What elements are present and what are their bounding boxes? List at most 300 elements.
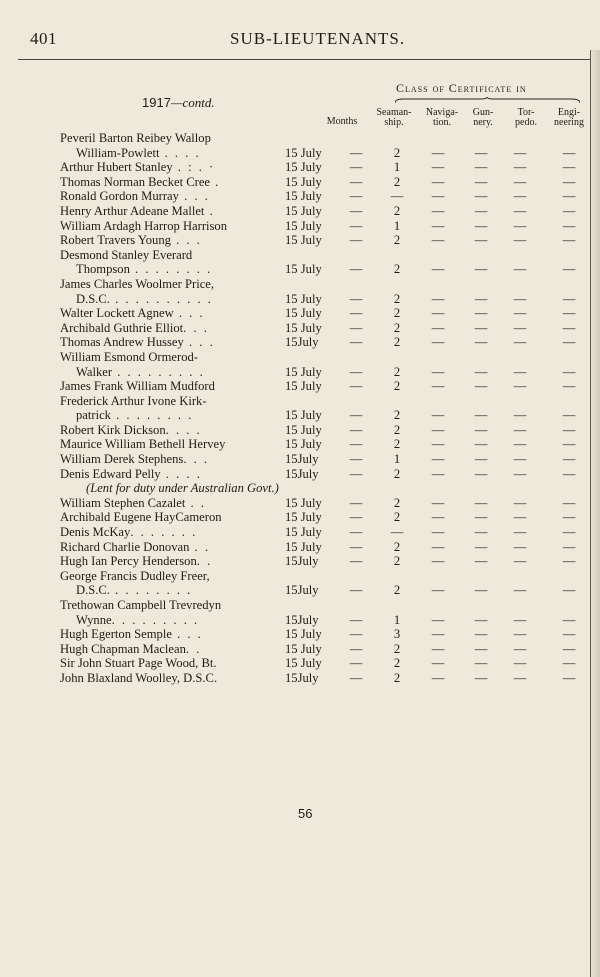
exam-date: 15 July [285,291,322,306]
name-text: patrick [76,408,111,423]
torpedo-cell: — [513,408,527,423]
seamanship-cell: — [390,525,404,540]
gunnery-cell: — [474,525,488,540]
table-row [0,496,590,511]
gunnery-cell: — [474,554,488,569]
exam-date: 15 July [285,656,322,671]
officer-name [60,554,282,569]
navigation-line-2: tion. [432,117,452,128]
officer-name [60,394,282,409]
torpedo-cell: — [513,612,527,627]
engineering-cell: — [562,335,576,350]
months-cell: — [349,670,363,685]
exam-date: 15July [285,554,319,569]
months-cell: — [349,218,363,233]
months-cell: — [349,554,363,569]
exam-date: 15 July [285,320,322,335]
dot-leader: . . . [171,627,203,642]
gunnery-cell: — [474,656,488,671]
seamanship-cell: 2 [393,145,401,160]
name-text: Robert Travers Young [60,233,171,248]
months-cell: — [349,174,363,189]
gunnery-cell: — [474,160,488,175]
name-text: Walker [76,364,113,379]
exam-date: 15 July [285,218,322,233]
seamanship-cell: 2 [393,291,401,306]
column-header-engineering [548,108,590,128]
gunnery-cell: — [474,262,488,277]
dot-leader: . . . [183,320,209,335]
name-text: D.S.C. [76,583,110,598]
table-row [0,627,590,642]
months-cell: — [349,335,363,350]
navigation-cell: — [431,408,445,423]
navigation-cell: — [431,422,445,437]
dot-leader: . . [185,641,202,656]
exam-date: 15 July [285,262,322,277]
months-cell: — [349,262,363,277]
months-cell: — [349,510,363,525]
officer-name [60,437,282,452]
torpedo-cell: — [513,262,527,277]
torpedo-line-1: Tor- [517,107,535,118]
gunnery-cell: — [474,627,488,642]
officer-name [60,233,282,248]
officer-name [60,656,282,671]
name-text: D.S.C. [76,291,110,306]
gunnery-cell: — [474,422,488,437]
navigation-cell: — [431,189,445,204]
officer-name [76,613,298,628]
torpedo-cell: — [513,203,527,218]
name-text: Sir John Stuart Page Wood, Bt. [60,656,217,671]
torpedo-cell: — [513,554,527,569]
exam-date: 15 July [285,364,322,379]
torpedo-cell: — [513,233,527,248]
torpedo-cell: — [513,379,527,394]
exam-date: 15 July [285,233,322,248]
officer-name [60,175,282,190]
engineering-cell: — [562,408,576,423]
navigation-cell: — [431,656,445,671]
name-text: James Charles Woolmer Price, [60,276,215,291]
gunnery-cell: — [474,539,488,554]
seamanship-cell: 1 [393,160,401,175]
table-row [0,262,590,277]
engineering-cell: — [562,233,576,248]
officer-name [60,627,282,642]
engineering-cell: — [562,437,576,452]
name-text: Denis Edward Pelly [60,466,161,481]
gunnery-cell: — [474,437,488,452]
table-row [0,131,590,146]
engineering-cell: — [562,160,576,175]
column-header-gunnery [465,108,501,128]
seamanship-cell: 2 [393,203,401,218]
table-row [0,510,590,525]
table-row [0,365,590,380]
seamanship-cell: 2 [393,364,401,379]
officer-name [60,452,282,467]
gunnery-cell: — [474,379,488,394]
table-row [0,554,590,569]
name-text: William Stephen Cazalet [60,495,186,510]
name-text: Hugh Ian Percy Henderson [60,554,197,569]
name-text: Maurice William Bethell Hervey [60,437,226,452]
table-row [0,321,590,336]
months-cell: — [349,539,363,554]
table-row [0,350,590,365]
officer-name [76,262,298,277]
torpedo-cell: — [513,145,527,160]
seamanship-cell: 2 [393,262,401,277]
navigation-cell: — [431,670,445,685]
name-text: Walter Lockett Agnew [60,306,174,321]
engineering-cell: — [562,218,576,233]
table-row [0,277,590,292]
table-row [0,292,590,307]
officer-name [60,671,282,686]
torpedo-cell: — [513,525,527,540]
gunnery-cell: — [474,335,488,350]
dot-leader: . . . [183,452,210,467]
navigation-cell: — [431,174,445,189]
officer-name [60,496,282,511]
gunnery-cell: — [474,218,488,233]
name-text: James Frank William Mudford [60,379,215,394]
engineering-cell: — [562,452,576,467]
gunnery-cell: — [474,189,488,204]
months-cell: — [349,627,363,642]
navigation-cell: — [431,306,445,321]
name-text: William Derek Stephens [60,452,184,467]
table-row [0,394,590,409]
year-heading [142,95,215,111]
months-cell: — [349,203,363,218]
dot-leader: . . . [183,335,215,350]
navigation-cell: — [431,510,445,525]
navigation-cell: — [431,218,445,233]
exam-date: 15 July [285,306,322,321]
torpedo-cell: — [513,422,527,437]
officer-name [60,379,282,394]
exam-date: 15 July [285,189,322,204]
months-cell: — [349,233,363,248]
exam-date: 15 July [285,510,322,525]
table-row [0,452,590,467]
seamanship-cell: 2 [393,422,401,437]
torpedo-cell: — [513,174,527,189]
engineering-cell: — [562,525,576,540]
seamanship-line-1: Seaman- [376,107,412,118]
navigation-cell: — [431,452,445,467]
navigation-cell: — [431,466,445,481]
months-cell: — [349,379,363,394]
officer-name [60,598,282,613]
seamanship-cell: — [390,189,404,204]
gunnery-cell: — [474,306,488,321]
gunnery-cell: — [474,320,488,335]
table-row [0,642,590,657]
torpedo-cell: — [513,291,527,306]
table-row [0,656,590,671]
navigation-cell: — [431,145,445,160]
exam-date: 15July [285,612,319,627]
months-cell: — [349,583,363,598]
name-text: William Esmond Ormerod- [60,349,198,364]
navigation-cell: — [431,364,445,379]
seamanship-cell: 2 [393,670,401,685]
navigation-cell: — [431,539,445,554]
torpedo-cell: — [513,641,527,656]
engineering-cell: — [562,422,576,437]
exam-date: 15 July [285,627,322,642]
months-cell: — [349,437,363,452]
table-row [0,160,590,175]
table-row [0,146,590,161]
dot-leader: . . . [178,189,210,204]
name-text: Richard Charlie Donovan [60,539,190,554]
engineering-cell: — [562,203,576,218]
name-text: (Lent for duty under Australian Govt.) [86,481,279,496]
column-header-navigation [421,108,463,128]
exam-date: 15July [285,670,319,685]
gunnery-cell: — [474,452,488,467]
name-text: Denis McKay [60,525,131,540]
year-label: 1917 [142,95,171,110]
gunnery-cell: — [474,510,488,525]
navigation-line-1: Naviga- [425,107,459,118]
engineering-cell: — [562,262,576,277]
header-title: SUB-LIEUTENANTS. [230,29,406,48]
navigation-cell: — [431,641,445,656]
dot-leader: . . . . . . . . [109,583,193,598]
engineering-cell: — [562,291,576,306]
table-row [0,248,590,263]
officer-name [60,160,282,175]
gunnery-cell: — [474,466,488,481]
officer-name [60,525,282,540]
gunnery-cell: — [474,583,488,598]
torpedo-cell: — [513,670,527,685]
dot-leader: . . . . . . . . [110,408,194,423]
name-text: Henry Arthur Adeane Mallet [60,203,205,218]
name-text: George Francis Dudley Freer, [60,568,210,583]
gunnery-cell: — [474,408,488,423]
seamanship-cell: 2 [393,539,401,554]
name-text: Arthur Hubert Stanley [60,160,173,175]
name-text: Trethowan Campbell Trevredyn [60,598,222,612]
torpedo-cell: — [513,627,527,642]
seamanship-cell: 2 [393,306,401,321]
torpedo-cell: — [513,160,527,175]
seamanship-cell: 2 [393,408,401,423]
officer-name [60,219,282,234]
months-cell: — [349,189,363,204]
engineering-cell: — [562,379,576,394]
navigation-cell: — [431,612,445,627]
table-row [0,219,590,234]
engineering-cell: — [562,174,576,189]
navigation-cell: — [431,262,445,277]
officer-name [60,540,282,555]
months-cell: — [349,466,363,481]
exam-date: 15 July [285,379,322,394]
engineering-cell: — [562,641,576,656]
officer-name [60,569,282,584]
engineering-cell: — [562,612,576,627]
exam-date: 15 July [285,174,322,189]
table-row [0,467,590,482]
gunnery-cell: — [474,670,488,685]
name-text: Thomas Norman Becket Cree [60,174,211,189]
dot-leader: . . . . . . . . . . [109,291,213,306]
months-cell: — [349,408,363,423]
seamanship-cell: 2 [393,233,401,248]
months-cell: — [349,656,363,671]
dot-leader: . . . . . . . . [129,262,213,277]
dot-leader: . [204,203,215,218]
engineering-cell: — [562,145,576,160]
navigation-cell: — [431,379,445,394]
torpedo-cell: — [513,583,527,598]
table-row [0,540,590,555]
navigation-cell: — [431,291,445,306]
header-page-number: 401 [30,29,57,48]
officer-name [60,321,282,336]
engineering-cell: — [562,670,576,685]
seamanship-cell: 2 [393,495,401,510]
engineering-cell: — [562,306,576,321]
navigation-cell: — [431,525,445,540]
seamanship-cell: 2 [393,466,401,481]
gunnery-line-2: nery. [473,117,493,128]
name-text: Frederick Arthur Ivone Kirk- [60,393,207,408]
heading-brace [395,97,580,103]
seamanship-cell: 1 [393,452,401,467]
table-row [0,583,590,598]
table-row [0,306,590,321]
table-row [0,408,590,423]
navigation-cell: — [431,627,445,642]
dot-leader: . . [196,554,213,569]
dot-leader: . : . · [172,160,216,175]
dot-leader: . [210,174,221,189]
dot-leader: . . . . [165,422,202,437]
gunnery-cell: — [474,233,488,248]
table-row [0,569,590,584]
table-row [0,233,590,248]
months-cell: — [349,160,363,175]
dot-leader: . . . . [159,145,201,160]
name-text: Hugh Egerton Semple [60,627,172,642]
officer-name [76,583,298,598]
torpedo-cell: — [513,656,527,671]
name-text: Hugh Chapman Maclean [60,641,186,656]
officer-name [60,204,282,219]
name-text: Ronald Gordon Murray [60,189,179,204]
seamanship-cell: 1 [393,218,401,233]
exam-date: 15 July [285,525,322,540]
seamanship-cell: 3 [393,627,401,642]
table-row [0,598,590,613]
name-text: Peveril Barton Reibey Wallop [60,131,211,145]
months-cell: — [349,422,363,437]
torpedo-cell: — [513,466,527,481]
navigation-cell: — [431,495,445,510]
months-cell: — [349,495,363,510]
table-row [0,671,590,686]
navigation-cell: — [431,320,445,335]
torpedo-cell: — [513,539,527,554]
gunnery-cell: — [474,174,488,189]
name-text: Archibald Eugene HayCameron [60,510,222,525]
gunnery-cell: — [474,641,488,656]
officer-name [60,423,282,438]
dot-leader: . . . . [160,466,202,481]
seamanship-cell: 2 [393,335,401,350]
exam-date: 15 July [285,437,322,452]
class-of-certificate-heading: Class of Certificate in [396,81,527,95]
name-text: William-Powlett [76,145,160,160]
seamanship-cell: 2 [393,174,401,189]
engineering-cell: — [562,495,576,510]
engineering-cell: — [562,627,576,642]
engineering-cell: — [562,510,576,525]
navigation-cell: — [431,583,445,598]
months-cell: — [349,291,363,306]
torpedo-cell: — [513,306,527,321]
exam-date: 15 July [285,160,322,175]
exam-date: 15July [285,583,319,598]
seamanship-line-2: ship. [384,117,404,128]
dot-leader: . . . [170,233,202,248]
officer-name [76,292,298,307]
dot-leader: . . . [173,306,205,321]
table-row [0,175,590,190]
engineering-cell: — [562,554,576,569]
year-suffix: —contd. [170,95,215,110]
torpedo-cell: — [513,437,527,452]
name-text: Wynne [76,612,112,627]
torpedo-cell: — [513,510,527,525]
officer-name [76,146,298,161]
name-text: John Blaxland Woolley, D.S.C. [60,670,218,685]
seamanship-cell: 1 [393,612,401,627]
engineering-cell: — [562,189,576,204]
dot-leader: . . [189,539,210,554]
seamanship-cell: 2 [393,583,401,598]
seamanship-cell: 2 [393,641,401,656]
table-row [0,423,590,438]
torpedo-cell: — [513,320,527,335]
table-row [0,189,590,204]
officer-list [0,131,590,686]
engineering-cell: — [562,320,576,335]
officer-name [60,306,282,321]
name-text: Thomas Andrew Hussey [60,335,184,350]
officer-name [60,248,282,263]
months-cell: — [349,364,363,379]
name-text: Robert Kirk Dickson [60,422,166,437]
exam-date: 15 July [285,408,322,423]
navigation-cell: — [431,233,445,248]
navigation-cell: — [431,437,445,452]
engineering-line-1: Engi- [557,107,581,118]
table-row [0,525,590,540]
header-rule [18,59,590,60]
engineering-line-2: neering [554,117,584,128]
